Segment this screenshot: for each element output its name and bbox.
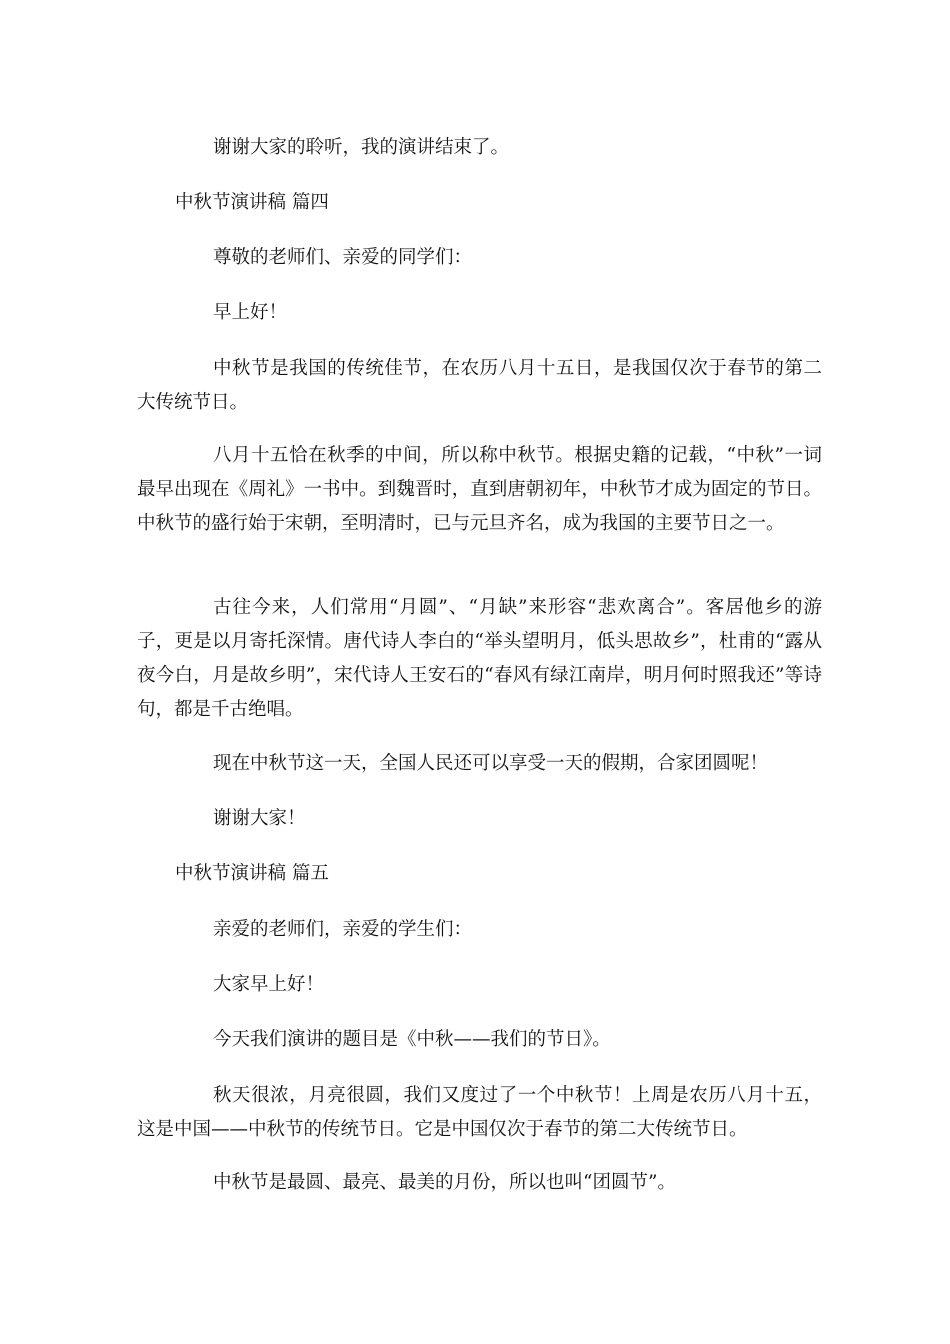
paragraph-festival-intro: 中秋节是我国的传统佳节，在农历八月十五日，是我国仅次于春节的第二大传统节日。 (137, 358, 822, 413)
paragraph-greeting-teachers: 尊敬的老师们、亲爱的同学们： (213, 247, 473, 268)
paragraph-good-morning: 早上好！ (213, 302, 288, 323)
paragraph-holiday: 现在中秋节这一天，全国人民还可以享受一天的假期，合家团圆呢！ (213, 753, 769, 774)
paragraph-autumn-moon: 秋天很浓，月亮很圆，我们又度过了一个中秋节！上周是农历八月十五，这是中国——中秋节的传统节日。它是中国仅次于春节的第二大传统节日。 (137, 1085, 822, 1140)
paragraph-reunion-festival: 中秋节是最圆、最亮、最美的月份，所以也叫“团圆节”。 (213, 1172, 676, 1193)
paragraph-closing-thanks: 谢谢大家的聆听，我的演讲结束了。 (213, 137, 510, 158)
paragraph-thanks-all: 谢谢大家！ (213, 808, 306, 829)
section-heading-four: 中秋节演讲稿 篇四 (175, 192, 329, 213)
paragraph-greeting-students: 亲爱的老师们，亲爱的学生们： (213, 919, 473, 940)
paragraph-speech-title: 今天我们演讲的题目是《中秋——我们的节日》。 (213, 1029, 611, 1050)
section-heading-five: 中秋节演讲稿 篇五 (175, 863, 329, 884)
paragraph-good-morning-all: 大家早上好！ (213, 974, 325, 995)
paragraph-festival-history: 八月十五恰在秋季的中间，所以称中秋节。根据史籍的记载，“中秋”一词最早出现在《周礼》一书中。到魏晋时，直到唐朝初年，中秋节才成为固定的节日。中秋节的盛行始于宋朝，至明清时，已与元旦齐名，成为我国的主要节日之一。 (137, 445, 822, 534)
paragraph-poems: 古往今来，人们常用“月圆”、“月缺”来形容“悲欢离合”。客居他乡的游子，更是以月寄托深情。唐代诗人李白的“举头望明月，低头思故乡”，杜甫的“露从夜今白，月是故乡明”，宋代诗人王安石的“春风有绿江南岸，明月何时照我还”等诗句，都是千古绝唱。 (137, 597, 822, 720)
